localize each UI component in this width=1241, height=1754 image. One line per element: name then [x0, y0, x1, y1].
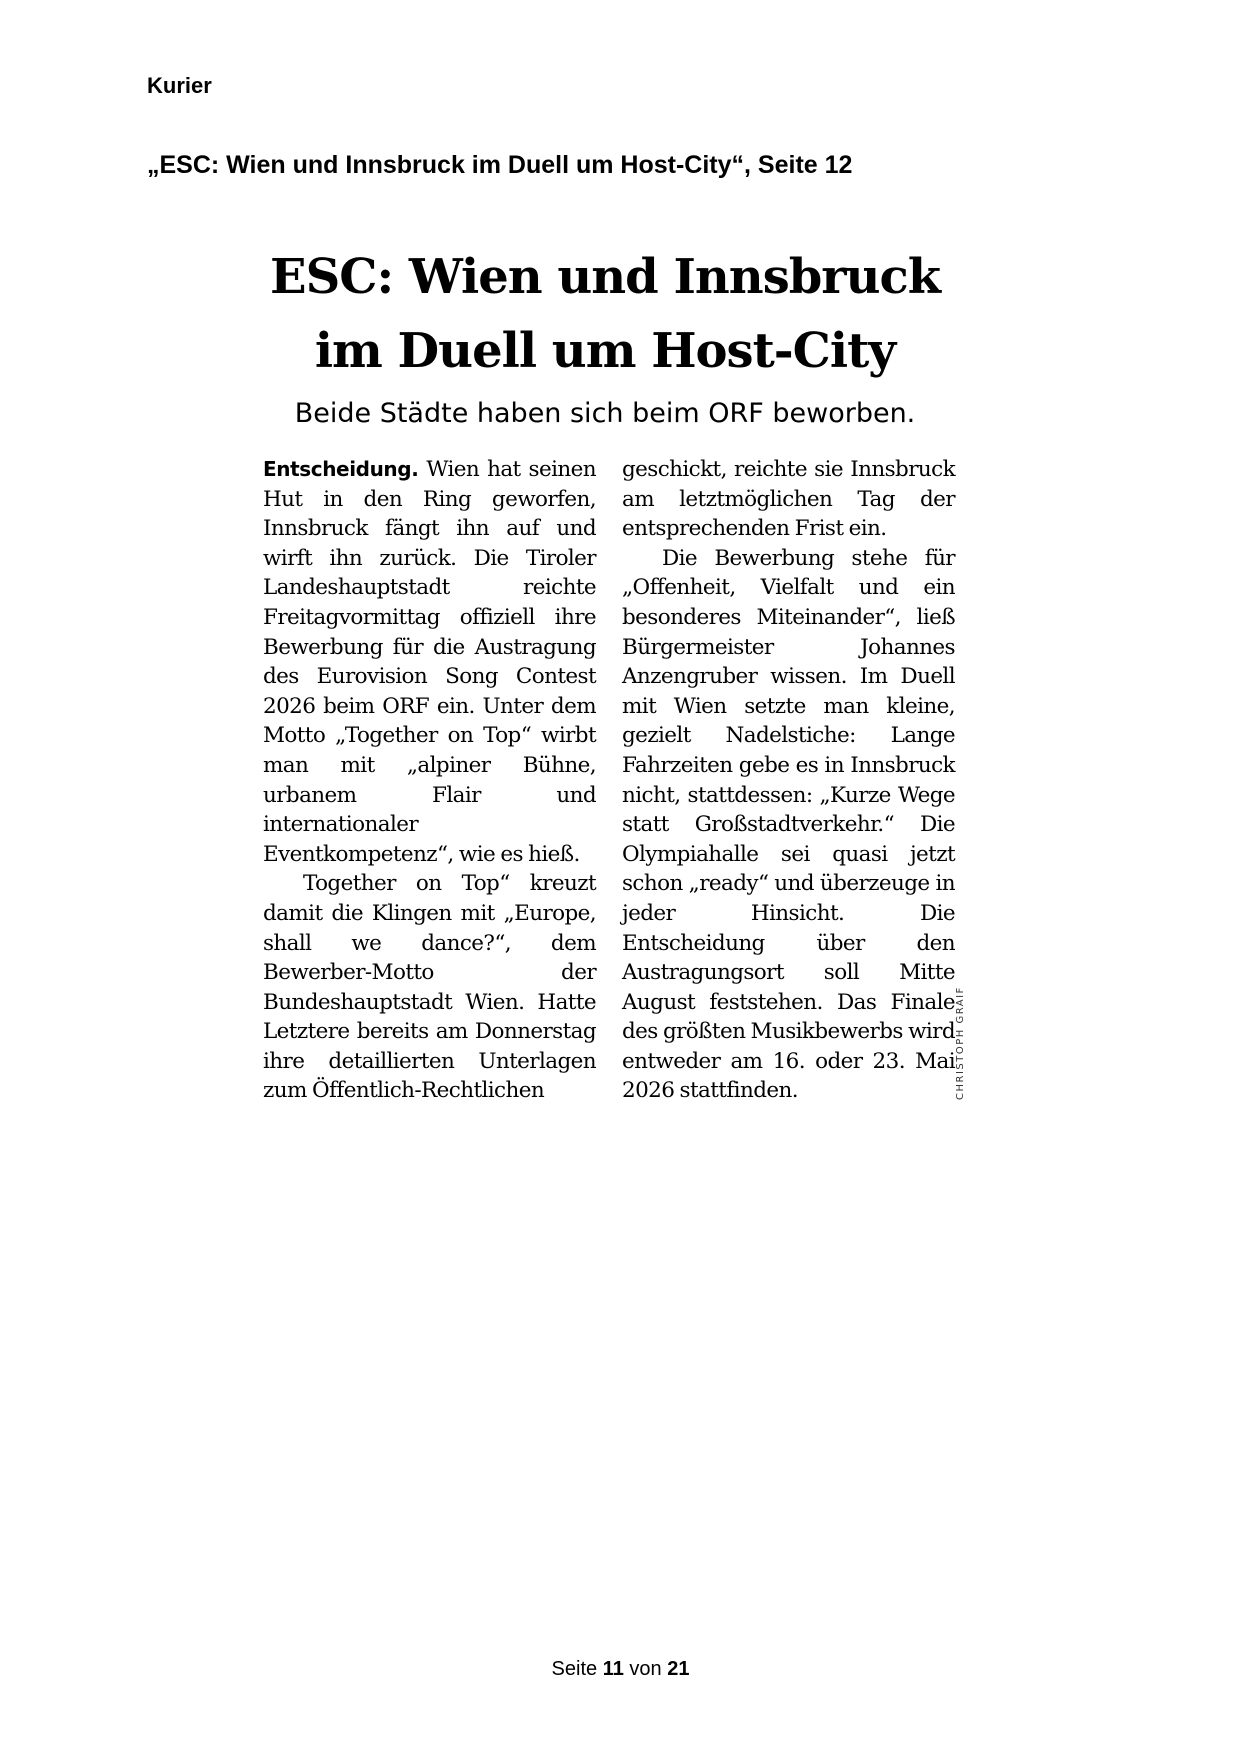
article-paragraph: geschickt, reichte sie Innsbruck am letztmöglichen Tag der entsprechenden Frist ein. [622, 457, 955, 542]
photo-credit: CHRISTOPH GRAIF [955, 986, 966, 1100]
document-title: „ESC: Wien und Innsbruck im Duell um Host-City“, Seite 12 [147, 151, 853, 179]
current-page: 11 [602, 1658, 624, 1680]
article-headline [250, 240, 960, 388]
source-name: Kurier [147, 73, 212, 98]
page-footer [0, 1657, 1241, 1681]
headline-line-2: im Duell um Host-City [314, 323, 896, 379]
article-paragraph [263, 455, 596, 869]
article-column-right [622, 455, 955, 1106]
headline-line-1: ESC: Wien und Innsbruck [270, 249, 940, 305]
article-paragraph: Die Bewerbung stehe für „Offenheit, Vielfalt und ein besonderes Miteinander“, ließ Bürgermeister Johannes Anzengruber wissen. Im Duell mit Wien setzte man kleine, gezielt Nadelstiche: Lange Fahrzeiten gebe es in Innsbruck nicht, stattdessen: „Kurze Wege statt Großstadtverkehr.“ Die Olympiahalle sei quasi jetzt schon „ready“ und überzeuge in jeder Hinsicht. Die Entscheidung über den Austragungsort soll Mitte August feststehen. Das Finale des größten Musikbewerbs wird entweder am 16. oder 23. Mai 2026 stattfinden. [622, 545, 955, 1104]
page-label: Seite [551, 1658, 603, 1680]
article-clipping [250, 240, 980, 1110]
page-of-label: von [623, 1658, 668, 1680]
article-paragraph: Together on Top“ kreuzt damit die Klingen mit „Europe, shall we dance?“, dem Bewerber-Motto der Bundeshauptstadt Wien. Hatte Letztere bereits am Donnerstag ihre detaillierten Unterlagen zum Öffentlich-Rechtlichen [263, 871, 596, 1104]
paragraph-text: Wien hat seinen Hut in den Ring geworfen, Innsbruck fängt ihn auf und wirft ihn zurück. Die Tiroler Landeshauptstadt reichte Freitagvormittag offiziell ihre Bewerbung für die Austragung des Eurovision Song Contest 2026 beim ORF ein. Unter dem Motto „Together on Top“ wirbt man mit „alpiner Bühne, urbanem Flair und internationaler Eventkompetenz“, wie es hieß. [263, 457, 596, 867]
lead-word: Entscheidung. [263, 457, 419, 481]
article-subheadline: Beide Städte haben sich beim ORF beworben. [294, 398, 916, 429]
total-pages: 21 [667, 1658, 690, 1680]
article-column-left [263, 455, 596, 1106]
